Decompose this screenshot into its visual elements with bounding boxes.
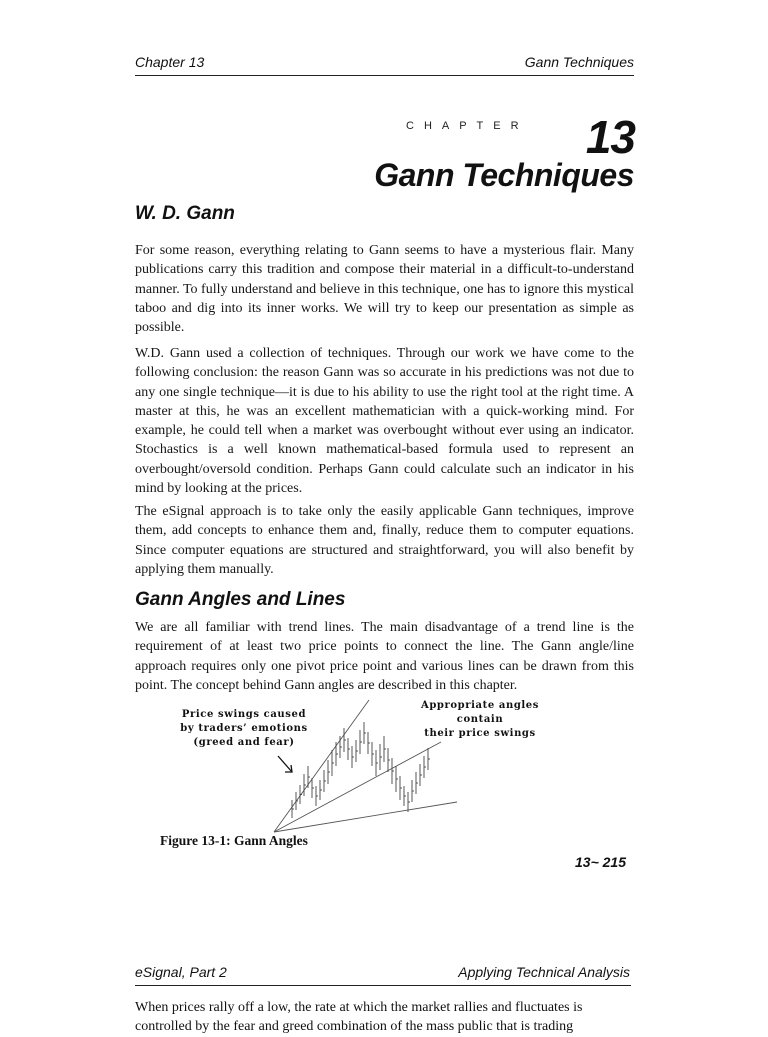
paragraph-gann-angles: We are all familiar with trend lines. The main disadvantage of a trend line is the requirement of at least two price points to connect the line. The Gann angle/line approach requires only one pivot price point and various lines can be drawn from this point. The concept behind Gann angles are described in this chapter. [135,620,634,693]
next-page-line: When prices rally off a low, the rate at which the market rallies and fluctuates is [135,1000,583,1015]
paragraph-intro: For some reason, everything relating to Gann seems to have a mysterious flair. Many publications carry this tradition and compose their material in a difficult-to-understand manner. To fully understand and believe in this technique, one has to ignore this mystical taboo and dig into its inner works. We will try to keep our presentation as simple as possible. [135,243,634,336]
footer-book: eSignal, Part 2 [135,964,227,980]
footer-rule [135,985,631,986]
next-page-line: controlled by the fear and greed combination of the mass public that is trading [135,1019,574,1035]
annotation-arrow [278,756,292,772]
paragraph-techniques: W.D. Gann used a collection of techniques. Through our work we have come to the following conclusion: the reason Gann was so accurate in his predictions was not due to any one single technique—it is due to his ability to use the right tool at the right time. A master at this, he was an excellent mathematician with a quick-working mind. For example, he could tell when a market was overbought without ever using an indicator. Stochastics is a well known mathematical-based formula used to represent an overbought/oversold condition. Perhaps Gann could calculate such an indicator in his mind by looking at the prices. [135,346,634,497]
paragraph-esignal-approach: The eSignal approach is to take only the easily applicable Gann techniques, improve them, add concepts to enhance them and, finally, reduce them to computer equations. Since computer equations are structured and straightforward, you will also benefit by applying them manually. [135,504,634,577]
figure-caption: Figure 13-1: Gann Angles [160,833,308,848]
next-page-text [135,998,634,1037]
annotation-left-line: by traders’ emotions [180,723,308,734]
chapter-title: Gann Techniques [374,157,634,193]
author-heading: W. D. Gann [135,203,235,224]
gann-angle-steep [274,700,369,832]
annotation-right-line: Appropriate angles contain [420,700,540,725]
page-number: 13~ 215 [575,854,626,870]
running-header-chapter: Chapter 13 [135,54,205,70]
price-bars [292,722,430,818]
annotation-right-line: their price swings [424,728,536,739]
chapter-label: CHAPTER [406,120,529,132]
annotation-left-line: Price swings caused [181,709,307,720]
chapter-number: 13 [585,111,635,163]
running-header-title: Gann Techniques [524,54,634,70]
gann-angle-lines [274,700,457,832]
annotation-left-line: (greed and fear) [193,737,295,748]
section-heading: Gann Angles and Lines [135,589,346,610]
footer-part-title: Applying Technical Analysis [458,964,630,980]
